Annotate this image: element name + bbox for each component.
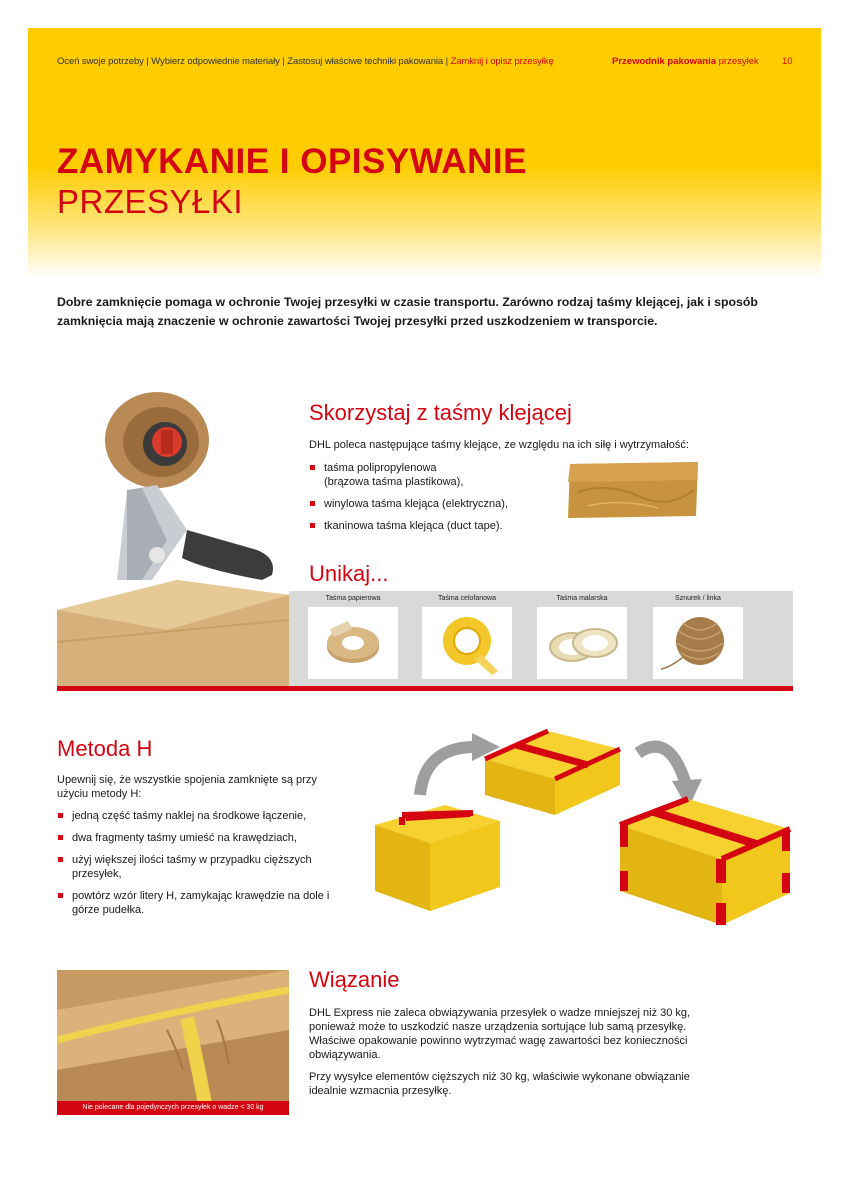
strapping-para2: Przy wysyłce elementów cięższych niż 30 kg, właściwie wykonane obwiązanie idealnie wzmacnia przesyłkę. (309, 1071, 690, 1097)
guide-label-bold: Przewodnik pakowania (612, 56, 716, 67)
list-item: jedną część taśmy naklej na środkowe łączenie, (57, 809, 347, 823)
list-item: dwa fragmenty taśmy umieść na krawędziach, (57, 831, 347, 845)
h-method-heading: Metoda H (57, 736, 153, 761)
list-item: powtórz wzór litery H, zamykając krawędzie na dole i górze pudełka. (57, 889, 347, 917)
avoid-item-label: Taśma malarska (556, 595, 608, 602)
avoid-heading: Unikaj... (309, 561, 389, 586)
breadcrumb (57, 56, 554, 67)
breadcrumb-item-assess[interactable]: Oceń swoje potrzeby (57, 56, 144, 67)
masking-tape-image (537, 607, 627, 679)
twine-ball-image (653, 607, 743, 679)
list-item (309, 519, 559, 533)
h-method-lead: Upewnij się, że wszystkie spojenia zamknięte są przy użyciu metody H: (57, 774, 317, 800)
tape-item-line: (brązowa taśma plastikowa), (324, 476, 464, 488)
avoid-item-label: Taśma papierowa (325, 595, 381, 602)
breadcrumb-separator: | (279, 56, 288, 67)
strapping-heading: Wiązanie (309, 967, 400, 992)
list-item: użyj większej ilości taśmy w przypadku cięższych przesyłek, (57, 853, 347, 881)
strapping-para1: DHL Express nie zaleca obwiązywania przesyłek o wadze mniejszej niż 30 kg, ponieważ może to uszkodzić nasze urządzenia sortujące lub samą przesyłkę. Właściwe opakowanie powinno wytrzymać wagę zawartości bez konieczności obwiązywania. (309, 1007, 691, 1061)
tape-list (309, 461, 559, 541)
list-item (309, 461, 559, 489)
page-title-line2: PRZESYŁKI (57, 183, 244, 220)
tape-item-line: winylowa taśma klejąca (elektryczna), (324, 498, 509, 510)
breadcrumb-item-materials[interactable]: Wybierz odpowiednie materiały (151, 56, 280, 67)
brown-tape-swatch-image (568, 462, 700, 518)
guide-label (612, 56, 759, 67)
breadcrumb-separator: | (143, 56, 152, 67)
section-divider (57, 686, 793, 691)
tape-heading: Skorzystaj z taśmy klejącej (309, 400, 572, 425)
h-method-boxes-image (370, 725, 800, 935)
breadcrumb-item-close-label[interactable]: Zamknij i opisz przesyłkę (450, 56, 554, 67)
avoid-item-cellophane-tape (422, 591, 512, 684)
page-title-line1: ZAMYKANIE I OPISYWANIE (57, 142, 527, 181)
list-item (309, 497, 559, 511)
avoid-item-masking-tape (537, 591, 627, 684)
cellophane-tape-image (422, 607, 512, 679)
breadcrumb-separator: | (443, 56, 451, 67)
avoid-item-label: Sznurek / linka (675, 595, 721, 602)
breadcrumb-item-techniques[interactable]: Zastosuj właściwe techniki pakowania (287, 56, 444, 67)
tape-lead: DHL poleca następujące taśmy klejące, ze względu na ich siłę i wytrzymałość: (309, 439, 689, 451)
h-method-list (57, 809, 347, 925)
intro-paragraph: Dobre zamknięcie pomaga w ochronie Twojej przesyłki w czasie transportu. Zarówno rodzaj taśmy klejącej, jak i sposób zamknięcia mają znaczenie w ochronie zawartości Twojej przesyłki przed uszkodzeniem w transporcie. (57, 295, 758, 328)
strapped-box-image (57, 970, 289, 1115)
avoid-item-paper-tape (308, 591, 398, 684)
strapping-caption: Nie polecane dla pojedynczych przesyłek o wadze < 30 kg (57, 1101, 289, 1115)
guide-label-rest: przesyłek (716, 56, 759, 67)
tape-item-line: taśma polipropylenowa (324, 462, 437, 474)
page-number: 10 (782, 56, 793, 67)
tape-dispenser-image (57, 380, 289, 690)
tape-item-line: tkaninowa taśma klejąca (duct tape). (324, 520, 503, 532)
paper-tape-image (308, 607, 398, 679)
avoid-strip (289, 591, 793, 686)
avoid-item-twine (653, 591, 743, 684)
avoid-item-label: Taśma celofanowa (438, 595, 496, 602)
